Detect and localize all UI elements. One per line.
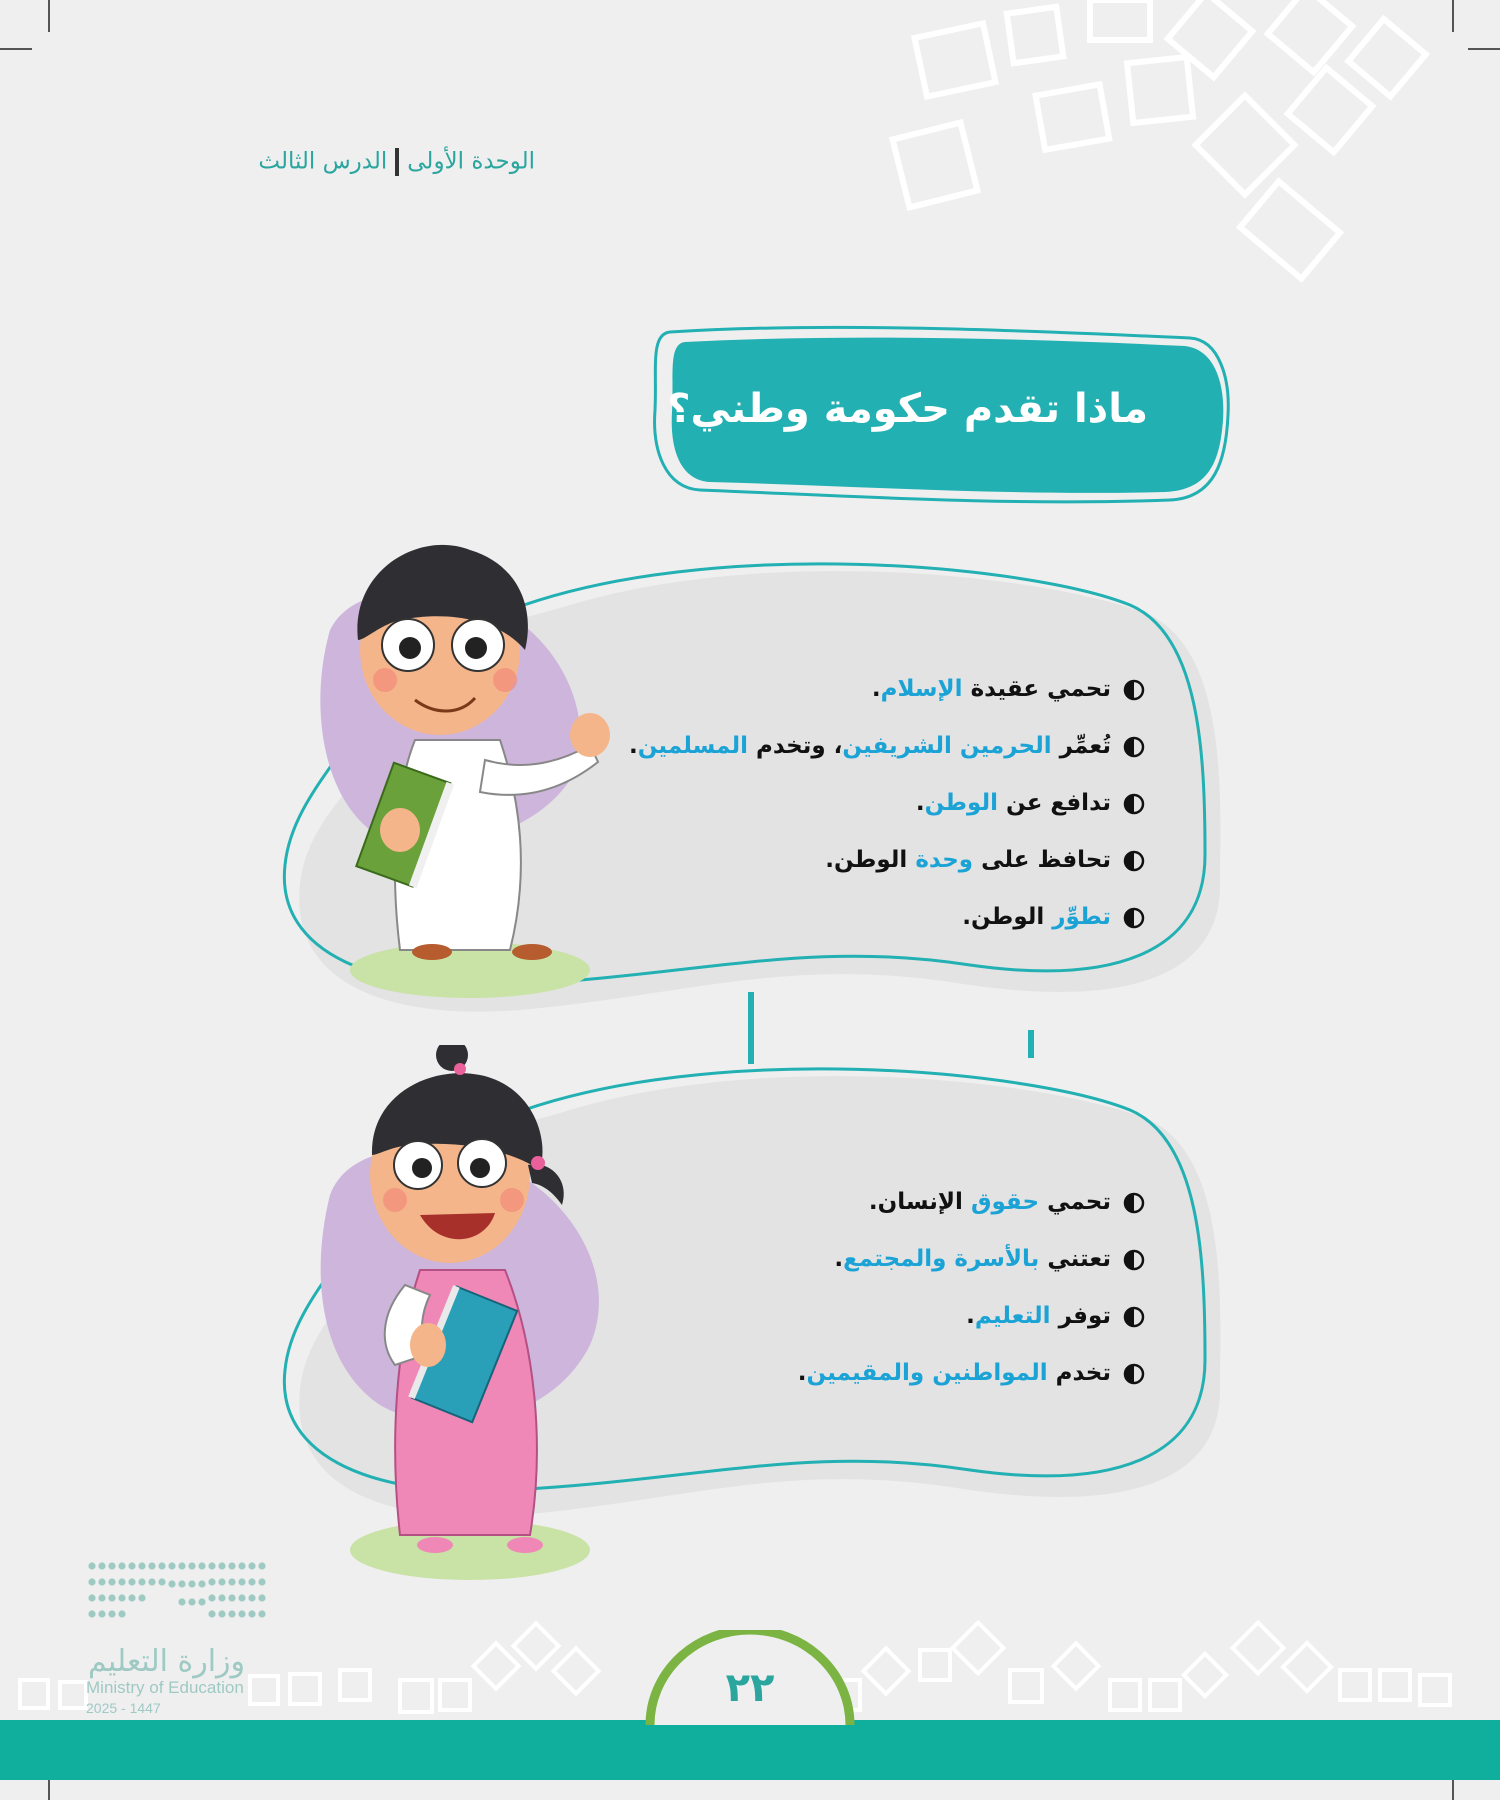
logo-dot — [208, 1594, 215, 1601]
crop-mark — [0, 48, 32, 50]
logo-dot — [128, 1594, 135, 1601]
bullet-icon — [1123, 793, 1145, 815]
logo-dot — [238, 1578, 245, 1585]
logo-dot — [148, 1562, 155, 1569]
logo-dot — [188, 1598, 195, 1605]
item-text: . — [915, 790, 925, 816]
highlighted-term: بالأسرة والمجتمع — [843, 1246, 1040, 1272]
item-text: ، وتخدم — [747, 733, 843, 759]
logo-dot — [258, 1594, 265, 1601]
logo-dot — [118, 1610, 125, 1617]
bullet-icon — [1123, 679, 1145, 701]
item-text: الوطن. — [825, 847, 916, 873]
logo-dot — [228, 1578, 235, 1585]
logo-dot — [238, 1610, 245, 1617]
logo-dot — [178, 1580, 185, 1587]
logo-dot — [208, 1578, 215, 1585]
logo-dot — [88, 1594, 95, 1601]
logo-dot — [208, 1562, 215, 1569]
connector-line — [1028, 1030, 1034, 1058]
logo-dot — [168, 1562, 175, 1569]
logo-dot — [258, 1562, 265, 1569]
boy-illustration — [300, 530, 630, 1000]
highlighted-term: وحدة — [915, 847, 974, 873]
logo-dot — [158, 1578, 165, 1585]
item-text: تحمي — [1039, 1189, 1111, 1215]
list-item — [798, 1174, 1145, 1231]
logo-dot — [128, 1578, 135, 1585]
logo-dot — [248, 1594, 255, 1601]
breadcrumb-unit: الوحدة الأولى — [407, 148, 535, 175]
page-title: ماذا تقدم حكومة وطني؟ — [667, 386, 1148, 432]
list-item — [629, 889, 1145, 946]
logo-dot — [88, 1562, 95, 1569]
logo-dot — [118, 1594, 125, 1601]
logo-dot — [158, 1562, 165, 1569]
bullet-icon — [1123, 1192, 1145, 1214]
logo-dot — [108, 1610, 115, 1617]
highlighted-term: حقوق — [970, 1189, 1040, 1215]
logo-dot — [98, 1594, 105, 1601]
list-item — [629, 775, 1145, 832]
bullet-icon — [1123, 907, 1145, 929]
highlighted-term: التعليم — [974, 1303, 1051, 1329]
logo-dot — [198, 1562, 205, 1569]
bullet-list-1 — [629, 661, 1145, 946]
item-text: الإنسان. — [868, 1189, 971, 1215]
crop-mark — [48, 0, 50, 32]
item-text: تُعمِّر — [1051, 733, 1111, 759]
ministry-logo-dots — [86, 1558, 276, 1640]
highlighted-term: المسلمين — [637, 733, 748, 759]
logo-dot — [138, 1578, 145, 1585]
list-item — [798, 1231, 1145, 1288]
item-text: تعتني — [1039, 1246, 1111, 1272]
logo-dot — [198, 1598, 205, 1605]
item-text: . — [966, 1303, 975, 1329]
bullet-icon — [1123, 1363, 1145, 1385]
item-text: . — [797, 1360, 807, 1386]
logo-dot — [88, 1578, 95, 1585]
logo-dot — [108, 1562, 115, 1569]
logo-dot — [218, 1562, 225, 1569]
highlighted-term: الوطن — [924, 790, 998, 816]
item-text: الوطن. — [962, 904, 1053, 930]
logo-dot — [198, 1580, 205, 1587]
logo-dot — [218, 1610, 225, 1617]
connector-line — [748, 992, 754, 1064]
logo-dot — [98, 1578, 105, 1585]
logo-dot — [178, 1598, 185, 1605]
logo-dot — [248, 1578, 255, 1585]
bullet-icon — [1123, 1249, 1145, 1271]
logo-dot — [88, 1610, 95, 1617]
crop-mark — [1468, 48, 1500, 50]
highlighted-term: المواطنين والمقيمين — [806, 1360, 1048, 1386]
logo-dot — [238, 1562, 245, 1569]
logo-dot — [148, 1578, 155, 1585]
logo-dot — [228, 1562, 235, 1569]
bullet-list-2 — [798, 1174, 1145, 1402]
logo-dot — [98, 1610, 105, 1617]
ministry-logo-year: 2025 - 1447 — [86, 1700, 161, 1716]
item-text: تحافظ على — [973, 847, 1111, 873]
logo-dot — [108, 1578, 115, 1585]
item-text: توفر — [1050, 1303, 1111, 1329]
logo-dot — [208, 1610, 215, 1617]
logo-dot — [248, 1562, 255, 1569]
decorative-pattern — [880, 0, 1460, 290]
page-number: ٢٢ — [725, 1665, 775, 1711]
list-item — [798, 1345, 1145, 1402]
item-text: تحمي عقيدة — [962, 676, 1111, 702]
item-text: . — [871, 676, 881, 702]
logo-dot — [98, 1562, 105, 1569]
logo-dot — [108, 1594, 115, 1601]
bullet-icon — [1123, 850, 1145, 872]
list-item — [629, 661, 1145, 718]
logo-dot — [188, 1562, 195, 1569]
logo-dot — [118, 1578, 125, 1585]
bullet-icon — [1123, 736, 1145, 758]
logo-dot — [248, 1610, 255, 1617]
logo-dot — [188, 1580, 195, 1587]
logo-dot — [228, 1594, 235, 1601]
logo-dot — [128, 1562, 135, 1569]
logo-dot — [178, 1562, 185, 1569]
ministry-logo-english: Ministry of Education — [86, 1678, 244, 1697]
logo-dot — [118, 1562, 125, 1569]
highlighted-term: تطوِّر — [1052, 904, 1111, 930]
bullet-icon — [1123, 1306, 1145, 1328]
breadcrumb — [258, 148, 535, 176]
logo-dot — [228, 1610, 235, 1617]
list-item — [629, 832, 1145, 889]
logo-dot — [218, 1594, 225, 1601]
highlighted-term: الحرمين الشريفين — [842, 733, 1052, 759]
item-text: تخدم — [1047, 1360, 1111, 1386]
girl-illustration — [300, 1045, 640, 1585]
logo-dot — [258, 1578, 265, 1585]
item-text: تدافع عن — [997, 790, 1111, 816]
list-item — [798, 1288, 1145, 1345]
logo-dot — [168, 1580, 175, 1587]
logo-dot — [138, 1562, 145, 1569]
logo-dot — [238, 1594, 245, 1601]
logo-dot — [258, 1610, 265, 1617]
highlighted-term: الإسلام — [880, 676, 963, 702]
list-item — [629, 718, 1145, 775]
item-text: . — [628, 733, 638, 759]
logo-dot — [138, 1594, 145, 1601]
logo-dot — [218, 1578, 225, 1585]
breadcrumb-separator — [395, 148, 399, 176]
item-text: . — [834, 1246, 844, 1272]
ministry-logo-arabic: وزارة التعليم — [88, 1644, 246, 1679]
breadcrumb-lesson: الدرس الثالث — [258, 148, 388, 175]
